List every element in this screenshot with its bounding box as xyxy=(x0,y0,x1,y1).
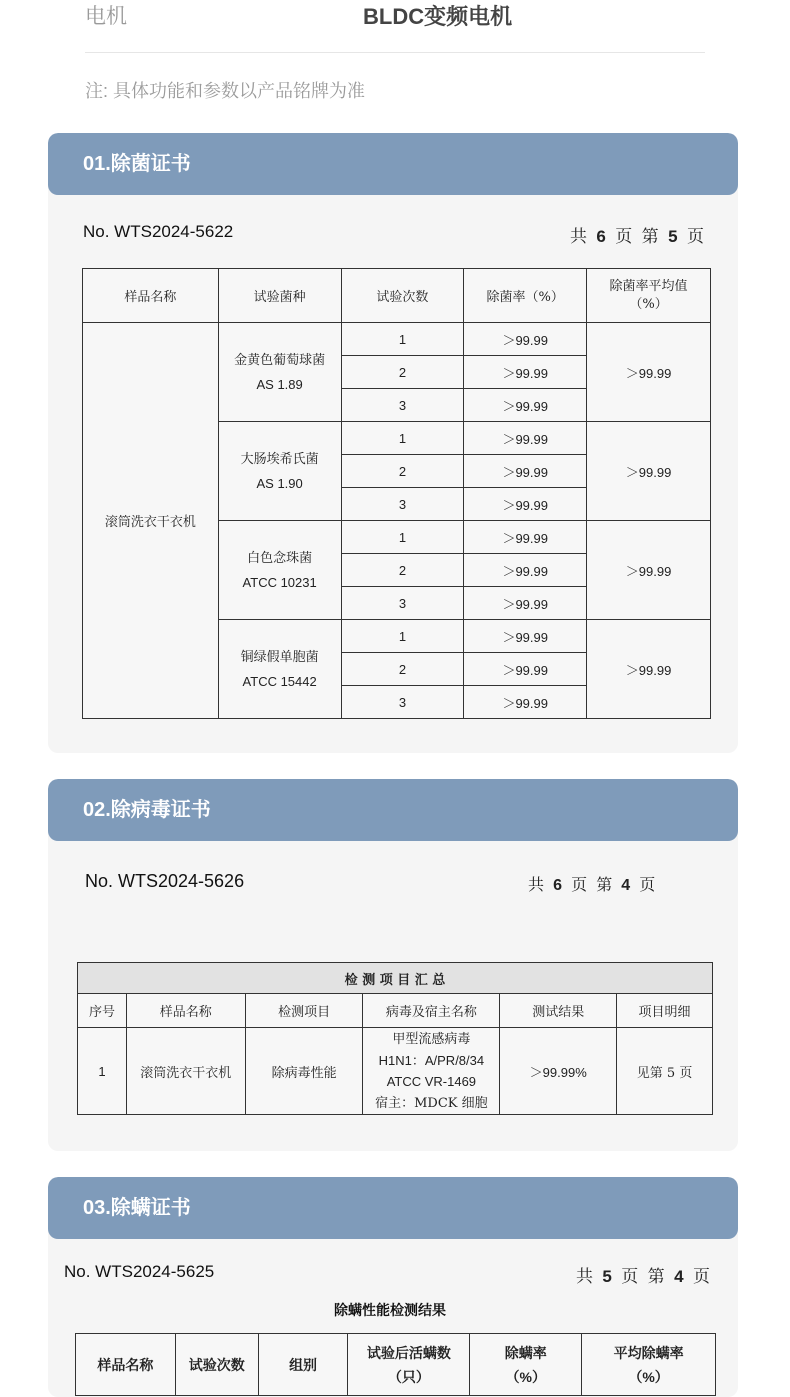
card-title: 01.除菌证书 xyxy=(48,133,738,195)
row-virus: 甲型流感病毒 H1N1：A/PR/8/34 ATCC VR-1469 宿主：MDCK 细胞 xyxy=(363,1028,500,1115)
strain-cell: 白色念珠菌 ATCC 10231 xyxy=(218,521,341,620)
header-detail: 项目明细 xyxy=(617,994,713,1028)
page-indicator: 共 6 页 第 4 页 xyxy=(528,875,658,894)
avg-value: ＞99.99 xyxy=(587,323,711,422)
header-rate: 除菌率（%） xyxy=(464,269,587,323)
page-indicator: 共 6 页 第 5 页 xyxy=(570,227,706,247)
rate-value: ＞99.99 xyxy=(464,686,587,719)
header-runs: 试验次数 xyxy=(341,269,464,323)
header-no: 序号 xyxy=(78,994,127,1028)
avg-value: ＞99.99 xyxy=(587,422,711,521)
rate-value: ＞99.99 xyxy=(464,422,587,455)
avg-value: ＞99.99 xyxy=(587,521,711,620)
row-result: ＞99.99% xyxy=(500,1028,617,1115)
header-sample: 样品名称 xyxy=(126,994,245,1028)
rate-value: ＞99.99 xyxy=(464,521,587,554)
header-item: 检测项目 xyxy=(245,994,363,1028)
rate-value: ＞99.99 xyxy=(464,620,587,653)
run-number: 2 xyxy=(341,356,464,389)
run-number: 1 xyxy=(341,323,464,356)
header-live-mites: 试验后活螨数 （只） xyxy=(348,1334,470,1396)
strain-cell: 大肠埃希氏菌 AS 1.90 xyxy=(218,422,341,521)
spec-row xyxy=(85,0,705,53)
header-avg-rate: 平均除螨率 （%） xyxy=(582,1334,716,1396)
antivirus-table xyxy=(77,962,713,1115)
header-sample: 样品名称 xyxy=(83,269,219,323)
header-result: 测试结果 xyxy=(500,994,617,1028)
rate-value: ＞99.99 xyxy=(464,488,587,521)
rate-value: ＞99.99 xyxy=(464,554,587,587)
run-number: 3 xyxy=(341,587,464,620)
header-removal-rate: 除螨率 （%） xyxy=(470,1334,582,1396)
run-number: 1 xyxy=(341,620,464,653)
run-number: 2 xyxy=(341,554,464,587)
page-indicator: 共 5 页 第 4 页 xyxy=(576,1267,712,1287)
strain-cell: 铜绿假单胞菌 ATCC 15442 xyxy=(218,620,341,719)
row-item: 除病毒性能 xyxy=(245,1028,363,1115)
header-strain: 试验菌种 xyxy=(218,269,341,323)
sample-name: 滚筒洗衣干衣机 xyxy=(83,323,219,719)
antimite-table xyxy=(75,1333,716,1396)
doc-number: No. WTS2024-5626 xyxy=(85,871,245,891)
run-number: 2 xyxy=(341,653,464,686)
header-group: 组别 xyxy=(258,1334,348,1396)
rate-value: ＞99.99 xyxy=(464,356,587,389)
strain-cell: 金黄色葡萄球菌 AS 1.89 xyxy=(218,323,341,422)
doc-number: No. WTS2024-5622 xyxy=(83,222,234,241)
table-title: 除螨性能检测结果 xyxy=(334,1302,446,1318)
rate-value: ＞99.99 xyxy=(464,389,587,422)
rate-value: ＞99.99 xyxy=(464,653,587,686)
run-number: 3 xyxy=(341,686,464,719)
row-sample: 滚筒洗衣干衣机 xyxy=(126,1028,245,1115)
card-title: 02.除病毒证书 xyxy=(48,779,738,841)
run-number: 1 xyxy=(341,521,464,554)
row-detail: 见第 5 页 xyxy=(617,1028,713,1115)
spec-label: 电机 xyxy=(85,5,127,28)
table-title: 检 测 项 目 汇 总 xyxy=(78,963,713,994)
run-number: 2 xyxy=(341,455,464,488)
cert-card-antibacterial xyxy=(48,133,738,753)
row-no: 1 xyxy=(78,1028,127,1115)
header-virus: 病毒及宿主名称 xyxy=(363,994,500,1028)
rate-value: ＞99.99 xyxy=(464,323,587,356)
run-number: 3 xyxy=(341,488,464,521)
header-sample: 样品名称 xyxy=(76,1334,176,1396)
avg-value: ＞99.99 xyxy=(587,620,711,719)
rate-value: ＞99.99 xyxy=(464,455,587,488)
cert-card-antivirus xyxy=(48,779,738,1151)
run-number: 3 xyxy=(341,389,464,422)
card-title: 03.除螨证书 xyxy=(48,1177,738,1239)
spec-value: BLDC变频电机 xyxy=(363,4,513,29)
footnote: 注: 具体功能和参数以产品铭牌为准 xyxy=(85,81,366,101)
header-avg: 除菌率平均值 （%） xyxy=(587,269,711,323)
run-number: 1 xyxy=(341,422,464,455)
cert-card-antimite xyxy=(48,1177,738,1397)
rate-value: ＞99.99 xyxy=(464,587,587,620)
doc-number: No. WTS2024-5625 xyxy=(64,1262,215,1281)
header-runs: 试验次数 xyxy=(175,1334,258,1396)
antibacterial-table xyxy=(82,268,711,719)
